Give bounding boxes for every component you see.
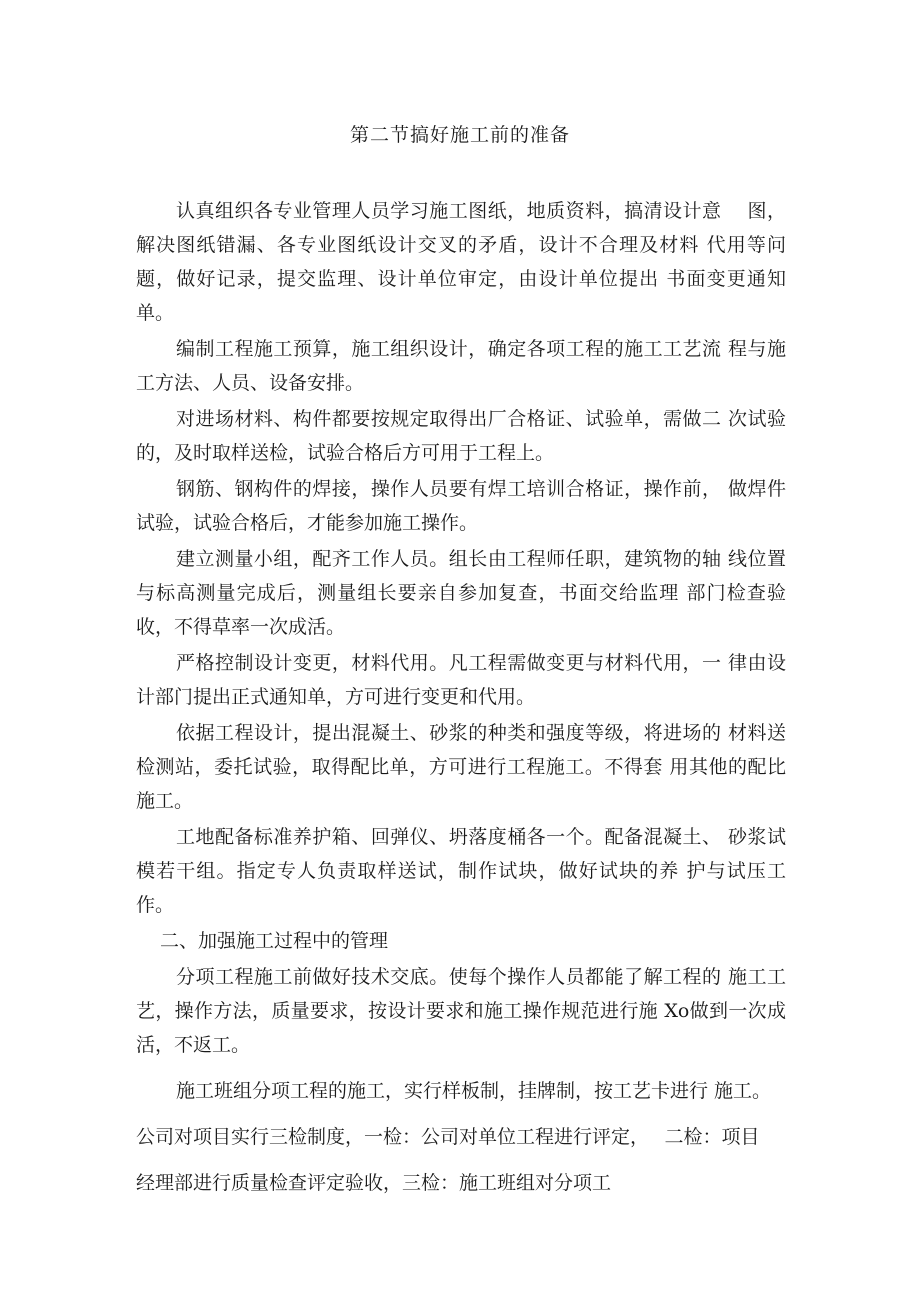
paragraph-equipment: 工地配备标准养护箱、回弹仪、坍落度桶各一个。配备混凝土、 砂浆试模若干组。指定专人负责取样送试，制作试块，做好试块的养 护与试压工作。 — [136, 826, 786, 916]
paragraph-design-change: 严格控制设计变更，材料代用。凡工程需做变更与材料代用，一 律由设计部门提出正式通知单，方可进行变更和代用。 — [136, 652, 786, 708]
paragraph-team-line: 施工班组分项工程的施工，实行样板制，挂牌制，按工艺卡进行 施工。 — [176, 1080, 772, 1102]
paragraph-inspection-line-1: 公司对项目实行三检制度，一检：公司对单位工程进行评定， 二检：项目 — [136, 1126, 760, 1148]
paragraph-technical-briefing: 分项工程施工前做好技术交底。使每个操作人员都能了解工程的 施工工艺，操作方法，质量要求，按设计要求和施工操作规范进行施 Xo做到一次成活，不返工。 — [136, 966, 786, 1056]
paragraph-survey: 建立测量小组，配齐工作人员。组长由工程师任职，建筑物的轴 线位置与标高测量完成后，测量组长要亲自参加复查，书面交给监理 部门检查验收，不得草率一次成活。 — [136, 548, 786, 638]
paragraph-welding: 钢筋、钢构件的焊接，操作人员要有焊工培训合格证，操作前， 做焊件试验，试验合格后，才能参加施工操作。 — [136, 478, 786, 534]
paragraph-study-drawings: 认真组织各专业管理人员学习施工图纸，地质资料，搞清设计意 图，解决图纸错漏、各专业图纸设计交叉的矛盾，设计不合理及材料 代用等问题，做好记录，提交监理、设计单位审定，由设计单位提出 书面变更通知单。 — [136, 200, 786, 324]
paragraph-concrete: 依据工程设计，提出混凝土、砂浆的种类和强度等级，将进场的 材料送检测站，委托试验，取得配比单，方可进行工程施工。不得套 用其他的配比施工。 — [136, 722, 786, 812]
section-heading: 二、加强施工过程中的管理 — [160, 930, 389, 952]
paragraph-materials: 对进场材料、构件都要按规定取得出厂合格证、试验单，需做二 次试验的，及时取样送检，试验合格后方可用于工程上。 — [136, 408, 786, 464]
document-body — [136, 194, 786, 1206]
paragraph-budget: 编制工程施工预算，施工组织设计，确定各项工程的施工工艺流 程与施工方法、人员、设备安排。 — [136, 338, 786, 394]
paragraph-inspection-line-2: 经理部进行质量检查评定验收，三检：施工班组对分项工 — [136, 1172, 612, 1194]
page-title: 第二节搞好施工前的准备 — [349, 124, 570, 146]
